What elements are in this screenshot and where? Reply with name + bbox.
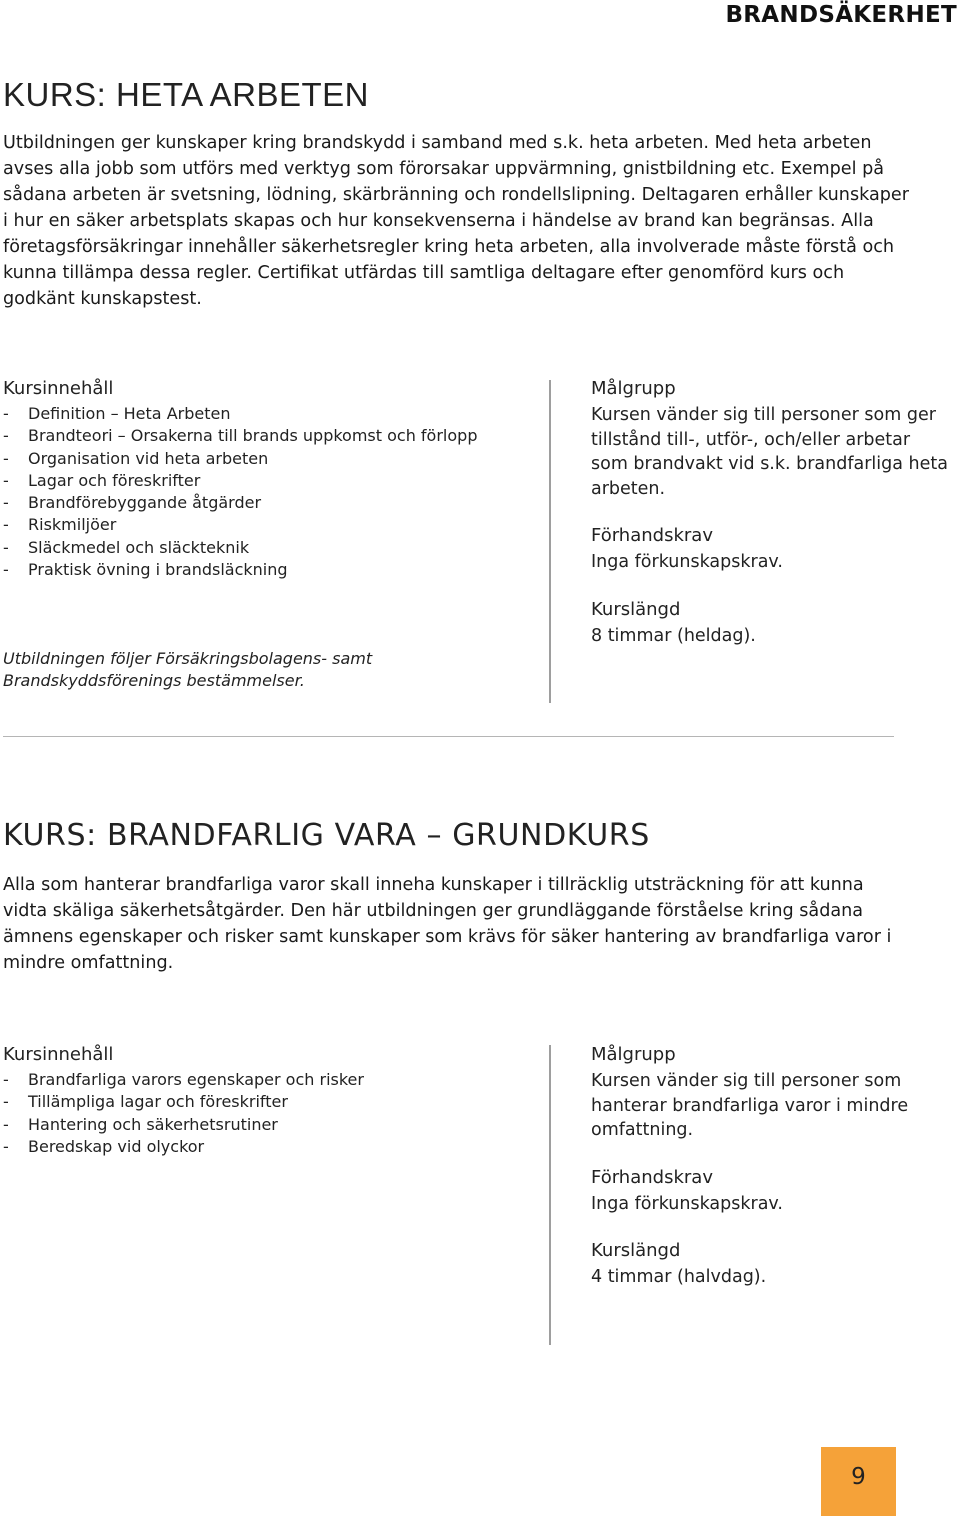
course-length-heading: Kurslängd (591, 1240, 681, 1261)
target-group-block (591, 377, 951, 501)
course-length-text: 8 timmar (heldag). (591, 625, 756, 646)
content-list-item: - Beredskap vid olyckor (3, 1136, 523, 1158)
course-content-list (3, 403, 523, 581)
prerequisites-text: Inga förkunskapskrav. (591, 552, 783, 572)
course-info-column (591, 1043, 951, 1313)
section-divider (3, 736, 894, 737)
prerequisites-heading: Förhandskrav (591, 525, 713, 546)
content-list-item: - Riskmiljöer (3, 514, 523, 536)
course-length-block (591, 598, 951, 649)
target-group-heading: Målgrupp (591, 378, 676, 399)
content-list-item: - Släckmedel och släckteknik (3, 537, 523, 559)
content-list-item: - Brandteori – Orsakerna till brands uppkomst och förlopp (3, 425, 523, 447)
course-content-list (3, 1069, 523, 1158)
content-list-item: - Brandförebyggande åtgärder (3, 492, 523, 514)
course-title-heta-arbeten: KURS: HETA ARBETEN (3, 76, 369, 113)
target-group-heading: Målgrupp (591, 1044, 676, 1065)
page-number: 9 (851, 1464, 866, 1490)
course-intro-brandfarlig-vara: Alla som hanterar brandfarliga varor skall inneha kunskaper i tillräcklig utsträckning för att kunna vidta skäliga säkerhetsåtgärder. Den här utbildningen ger grundläggande förståelse kring sådana ämnens egenskaper och risker samt kunskaper som krävs för säker hantering av brandfarliga varor i mindre omfattning. (3, 875, 892, 973)
content-list-item: - Tillämpliga lagar och föreskrifter (3, 1091, 523, 1113)
regulation-note: Utbildningen följer Försäkringsbolagens- samt Brandskyddsförenings bestämmelser. (3, 649, 373, 690)
course-length-block (591, 1239, 951, 1290)
content-list-item: - Praktisk övning i brandsläckning (3, 559, 523, 581)
page-number-badge (821, 1447, 896, 1516)
course-length-heading: Kurslängd (591, 598, 681, 620)
course-content-heading: Kursinnehåll (3, 1044, 114, 1065)
section-header: BRANDSÄKERHET (725, 2, 957, 28)
prerequisites-block (591, 524, 951, 575)
content-list-item: - Hantering och säkerhetsrutiner (3, 1114, 523, 1136)
course-title-brandfarlig-vara: KURS: BRANDFARLIG VARA – GRUNDKURS (3, 818, 650, 853)
course-content-heading: Kursinnehåll (3, 378, 114, 399)
course-info-column (591, 377, 951, 671)
prerequisites-text: Inga förkunskapskrav. (591, 1193, 783, 1214)
target-group-text: Kursen vänder sig till personer som ger tillstånd till-, utför-, och/eller arbetar som brandvakt vid s.k. brandfarliga heta arbeten. (591, 405, 948, 499)
content-list-item: - Brandfarliga varors egenskaper och risker (3, 1069, 523, 1091)
content-list-item: - Definition – Heta Arbeten (3, 403, 523, 425)
content-list-item: - Lagar och föreskrifter (3, 470, 523, 492)
column-divider (549, 1045, 551, 1345)
target-group-block (591, 1043, 951, 1143)
course-content-section (3, 1043, 523, 1158)
target-group-text: Kursen vänder sig till personer som hanterar brandfarliga varor i mindre omfattning. (591, 1071, 909, 1140)
content-list-item: - Organisation vid heta arbeten (3, 448, 523, 470)
column-divider (549, 380, 551, 703)
course-intro-heta-arbeten: Utbildningen ger kunskaper kring brandskydd i samband med s.k. heta arbeten. Med heta arbeten avses alla jobb som utförs med verktyg som förorsakar uppvärmning, gnistbildning etc. Exempel på sådana arbeten är svetsning, lödning, skärbränning och rondellslipning. Deltagaren erhåller kunskaper i hur en säker arbetsplats skapas och hur konsekvenserna i händelse av brand kan begränsas. Alla företagsförsäkringar innehåller säkerhetsregler kring heta arbeten, alla involverade måste förstå och kunna tillämpa dessa regler. Certifikat utfärdas till samtliga deltagare efter genomförd kurs och godkänt kunskapstest. (3, 133, 909, 309)
prerequisites-block (591, 1166, 951, 1217)
prerequisites-heading: Förhandskrav (591, 1166, 713, 1188)
course-content-section (3, 377, 523, 581)
course-length-text: 4 timmar (halvdag). (591, 1267, 767, 1287)
